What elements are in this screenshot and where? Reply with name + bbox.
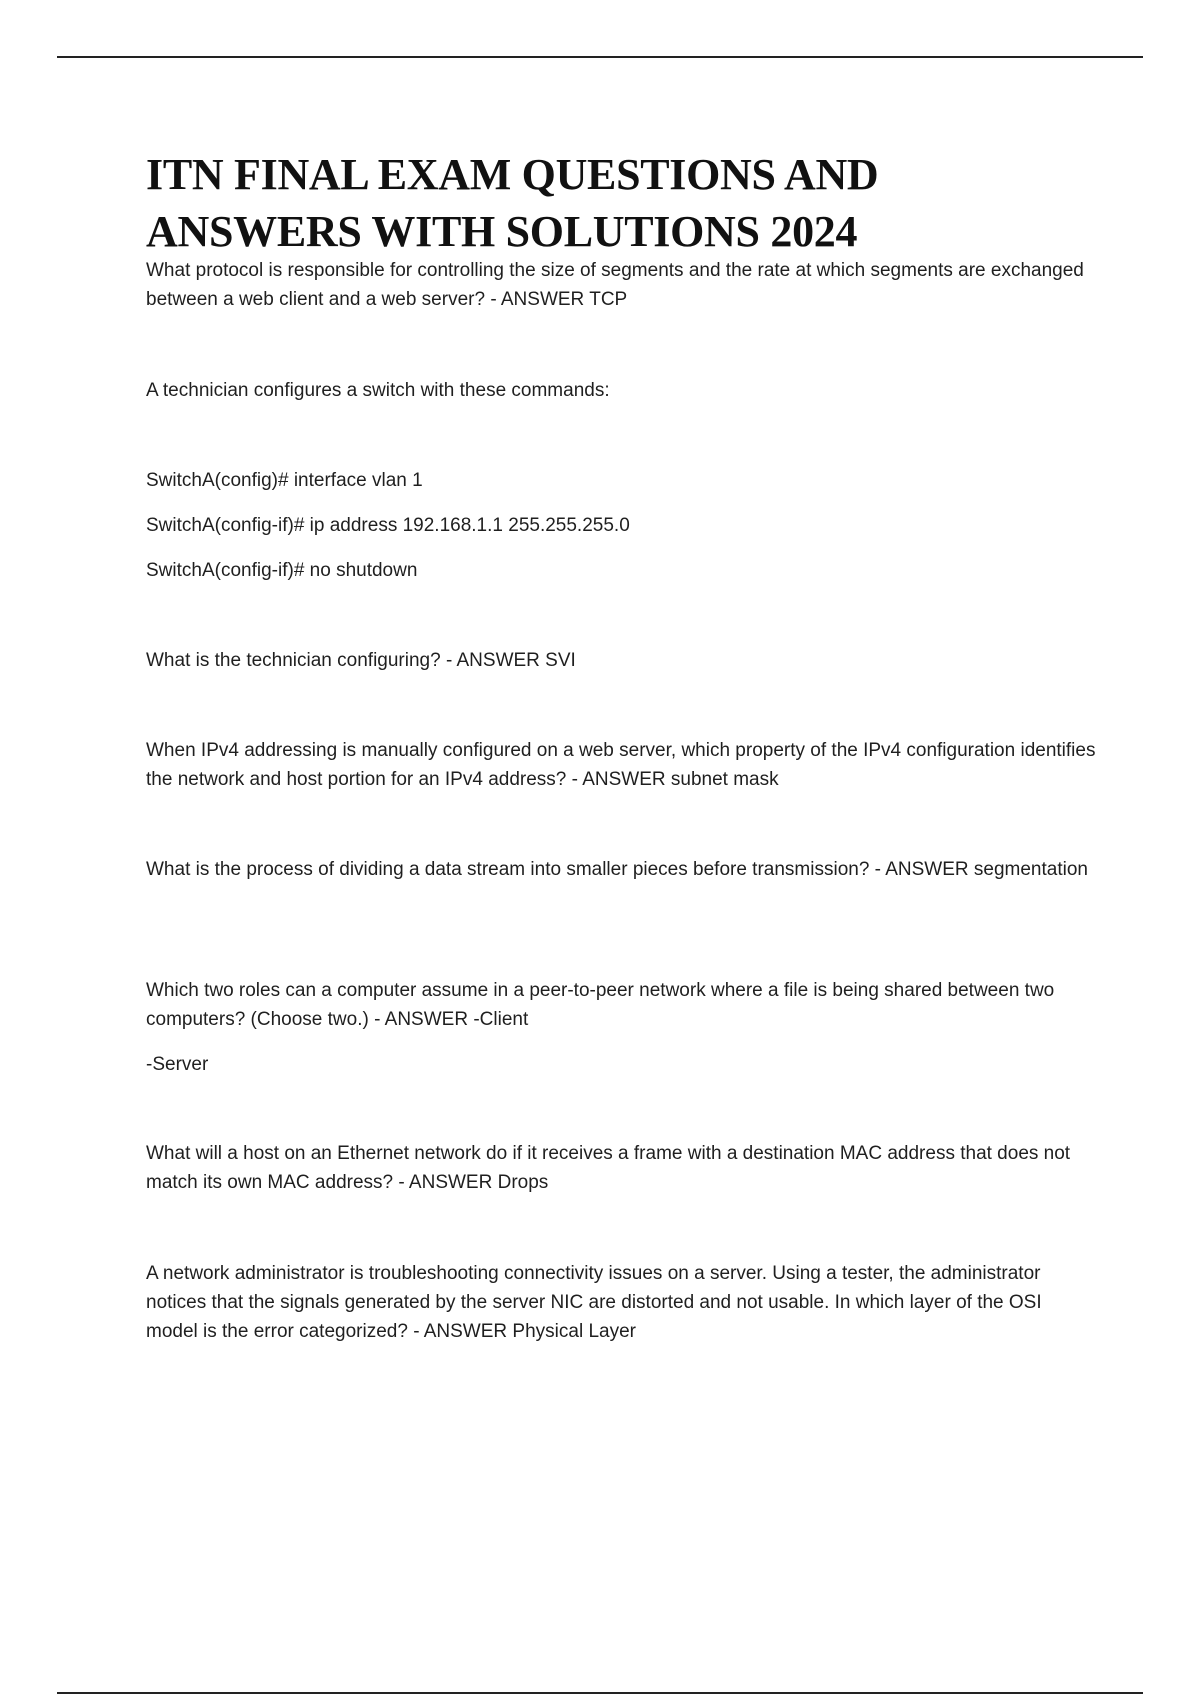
document-body	[146, 146, 1096, 1342]
command-line: SwitchA(config)# interface vlan 1	[146, 470, 423, 491]
command-line: SwitchA(config-if)# ip address 192.168.1.1 255.255.255.0	[146, 515, 630, 536]
answer-line: -Server	[146, 1054, 209, 1075]
question-paragraph: What is the process of dividing a data stream into smaller pieces before transmission? - ANSWER segmentation	[146, 859, 1088, 880]
title-line-2: ANSWERS WITH SOLUTIONS 2024	[146, 207, 858, 256]
question-paragraph: When IPv4 addressing is manually configured on a web server, which property of the IPv4 configuration identifies the network and host portion for an IPv4 address? - ANSWER subnet mask	[146, 740, 1096, 790]
command-line: SwitchA(config-if)# no shutdown	[146, 560, 418, 581]
title-line-1: ITN FINAL EXAM QUESTIONS AND	[146, 150, 879, 199]
question-paragraph: What protocol is responsible for controlling the size of segments and the rate at which segments are exchanged between a web client and a web server? - ANSWER TCP	[146, 260, 1084, 310]
question-paragraph: Which two roles can a computer assume in a peer-to-peer network where a file is being shared between two computers? (Choose two.) - ANSWER -Client	[146, 980, 1055, 1030]
question-paragraph: What will a host on an Ethernet network do if it receives a frame with a destination MAC address that does not match its own MAC address? - ANSWER Drops	[146, 1143, 1071, 1193]
top-rule	[57, 56, 1143, 58]
document-title	[146, 146, 1096, 260]
question-paragraph: A network administrator is troubleshooting connectivity issues on a server. Using a tester, the administrator notices that the signals generated by the server NIC are distorted and not usable. In which layer of the OSI model is the error categorized? - ANSWER Physical Layer	[146, 1263, 1042, 1342]
bottom-rule	[57, 1692, 1143, 1694]
question-paragraph: What is the technician configuring? - ANSWER SVI	[146, 650, 576, 671]
question-paragraph: A technician configures a switch with these commands:	[146, 380, 610, 401]
